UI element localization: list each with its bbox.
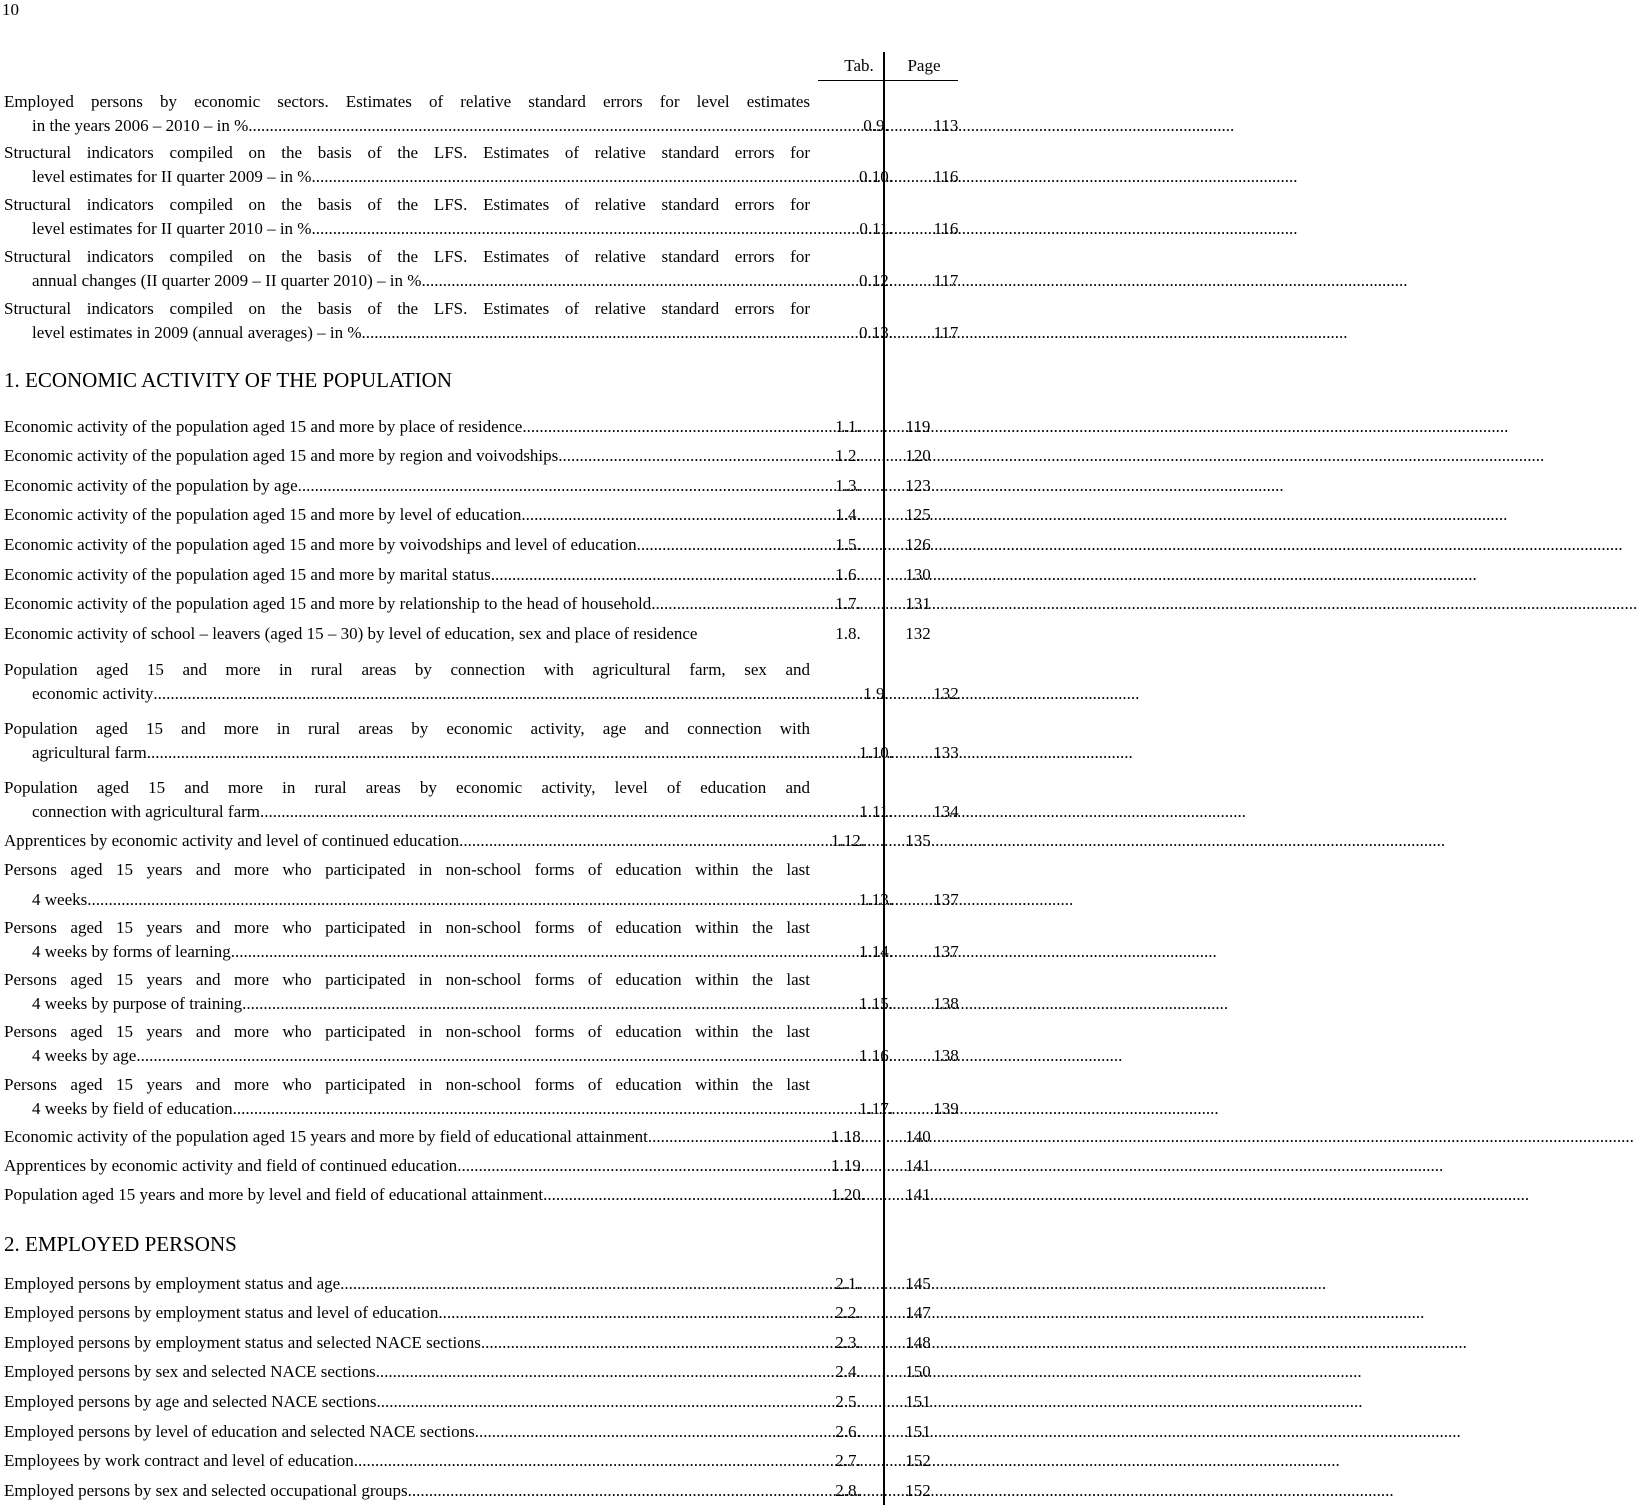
- toc-entry[interactable]: [4, 141, 959, 188]
- entry-title-line: Employed persons by economic sectors. Estimates of relative standard errors for level estimates: [4, 92, 810, 111]
- entry-title-text: 4 weeks by forms of learning: [32, 941, 231, 961]
- entry-title-text: Apprentices by economic activity and level of continued education: [4, 831, 460, 850]
- dot-leader: [147, 741, 1133, 765]
- table-number: 2.1.: [835, 1274, 861, 1293]
- entry-title-text: Employees by work contract and level of education: [4, 1451, 354, 1470]
- entry-title-text: Population aged 15 years and more by level and field of educational attainment: [4, 1185, 544, 1204]
- entry-label: [4, 217, 838, 241]
- entry-title-text: Economic activity of the population aged 15 and more by marital status: [4, 565, 491, 584]
- toc-entry[interactable]: [4, 1360, 954, 1384]
- entry-title-text: level estimates for II quarter 2010 – in %: [32, 218, 312, 238]
- dot-leader: [521, 503, 1507, 527]
- page-ref: 138: [933, 1045, 959, 1065]
- page-ref: 141: [905, 1185, 931, 1204]
- entry-row: [4, 533, 954, 557]
- entry-label: [4, 1390, 810, 1414]
- entry-title-text: level estimates for II quarter 2009 – in %: [32, 166, 312, 186]
- entry-row: [4, 1390, 954, 1414]
- dot-leader: [231, 940, 1217, 964]
- dot-leader: [311, 217, 1297, 241]
- entry-title-text: Employed persons by level of education and selected NACE sections: [4, 1422, 475, 1441]
- header-tab-label: Tab.: [844, 56, 874, 75]
- toc-entry[interactable]: [4, 622, 954, 646]
- entry-row: [4, 682, 959, 706]
- table-number: 2.3.: [835, 1333, 861, 1352]
- entry-row: [4, 992, 959, 1016]
- table-number: 1.7.: [835, 594, 861, 613]
- entry-title-text: Economic activity of school – leavers (aged 15 – 30) by level of education, sex and place of residence: [4, 624, 698, 643]
- entry-label: [4, 503, 810, 527]
- entry-title-line: Persons aged 15 years and more who participated in non-school forms of education within the last: [4, 860, 810, 879]
- entry-row: [4, 1479, 954, 1503]
- toc-entry[interactable]: [4, 474, 954, 498]
- page-ref: 152: [905, 1481, 931, 1500]
- entry-title-text: Apprentices by economic activity and field of continued education: [4, 1156, 458, 1175]
- section-heading: 1. ECONOMIC ACTIVITY OF THE POPULATION: [4, 368, 453, 392]
- entry-title-text: Economic activity of the population aged 15 and more by level of education: [4, 505, 522, 524]
- toc-entry[interactable]: [4, 1331, 954, 1355]
- toc-entry[interactable]: [4, 717, 959, 764]
- entry-title-text: economic activity: [32, 683, 154, 703]
- dot-leader: [558, 444, 1544, 468]
- entry-title-text: connection with agricultural farm: [32, 801, 260, 821]
- entry-label: [4, 474, 810, 498]
- entry-label: [4, 1097, 838, 1121]
- entry-row: [4, 503, 954, 527]
- dot-leader: [242, 992, 1228, 1016]
- toc-entry[interactable]: [4, 193, 959, 240]
- page-ref: 126: [905, 535, 931, 554]
- entry-label: [4, 1154, 810, 1178]
- entry-label: [4, 622, 810, 646]
- toc-entry[interactable]: [4, 444, 954, 468]
- entry-title-text: Economic activity of the population by age: [4, 476, 298, 495]
- toc-entry[interactable]: [4, 1272, 954, 1296]
- entry-row: [4, 1331, 954, 1355]
- entry-title-text: Employed persons by sex and selected occupational groups: [4, 1481, 408, 1500]
- entry-row: [4, 592, 954, 616]
- table-number: 0.11.: [859, 218, 893, 238]
- page-ref: 116: [933, 166, 959, 186]
- entry-title-line: Persons aged 15 years and more who participated in non-school forms of education within the last: [4, 918, 810, 937]
- entry-row: [4, 474, 954, 498]
- dot-leader: [522, 415, 1508, 439]
- entry-row: [4, 940, 959, 964]
- table-number: 1.10.: [859, 742, 893, 762]
- entry-row: [4, 1449, 954, 1473]
- entry-row: [4, 829, 954, 853]
- table-number: 1.8.: [835, 624, 861, 643]
- table-number: 1.13.: [859, 889, 893, 909]
- entry-label: [4, 1449, 810, 1473]
- toc-entry[interactable]: [4, 1073, 959, 1120]
- dot-leader: [637, 533, 1623, 557]
- entry-row: [4, 217, 959, 241]
- table-number: 1.6.: [835, 565, 861, 584]
- toc-entry[interactable]: [4, 90, 959, 137]
- dot-leader: [481, 1331, 1467, 1355]
- toc-entry[interactable]: [4, 916, 959, 963]
- toc-entry[interactable]: [4, 776, 959, 823]
- table-number: 1.4.: [835, 505, 861, 524]
- dot-leader: [311, 165, 1297, 189]
- dot-leader: [233, 1097, 1219, 1121]
- table-number: 1.14.: [859, 941, 893, 961]
- entry-row: [4, 1125, 954, 1149]
- toc-entry[interactable]: [4, 563, 954, 587]
- entry-title-text: 4 weeks by age: [32, 1045, 137, 1065]
- entry-title-line: Structural indicators compiled on the basis of the LFS. Estimates of relative standard errors for: [4, 143, 810, 162]
- entry-label: [4, 800, 838, 824]
- entry-row: [4, 444, 954, 468]
- table-number: 1.9.: [863, 683, 889, 703]
- table-number: 1.20.: [831, 1185, 865, 1204]
- page-ref: 137: [933, 941, 959, 961]
- page-ref: 117: [933, 322, 959, 342]
- dot-leader: [648, 1125, 1634, 1149]
- toc-entry[interactable]: [4, 858, 959, 911]
- entry-title-text: 4 weeks: [32, 889, 88, 909]
- header-underline: [818, 80, 958, 81]
- entry-label: [4, 1183, 810, 1207]
- page-ref: 131: [905, 594, 931, 613]
- entry-row: [4, 1097, 959, 1121]
- entry-row: [4, 741, 959, 765]
- toc-entry[interactable]: [4, 503, 954, 527]
- toc-entry[interactable]: [4, 592, 954, 616]
- table-number: 1.3.: [835, 476, 861, 495]
- entry-label: [4, 114, 838, 138]
- table-number: 2.6.: [835, 1422, 861, 1441]
- page-ref: 125: [905, 505, 931, 524]
- page-number: 10: [2, 0, 19, 19]
- toc-entry[interactable]: [4, 1479, 954, 1503]
- table-number: 1.19.: [831, 1156, 865, 1175]
- entry-label: [4, 415, 810, 439]
- entry-title-text: Economic activity of the population aged 15 and more by place of residence: [4, 417, 523, 436]
- page-ref: 132: [905, 624, 931, 643]
- entry-label: [4, 444, 810, 468]
- toc-entry[interactable]: [4, 1449, 954, 1473]
- entry-row: [4, 165, 959, 189]
- dot-leader: [475, 1420, 1461, 1444]
- entry-title-line: Persons aged 15 years and more who participated in non-school forms of education within the last: [4, 1022, 810, 1041]
- dot-leader: [491, 563, 1477, 587]
- entry-row: [4, 1044, 959, 1068]
- section-heading: 2. EMPLOYED PERSONS: [4, 1232, 237, 1256]
- dot-leader: [153, 682, 1139, 706]
- page-ref: 120: [905, 446, 931, 465]
- entry-title-text: Employed persons by sex and selected NACE sections: [4, 1362, 376, 1381]
- table-number: 0.10.: [859, 166, 893, 186]
- toc-entry[interactable]: [4, 968, 959, 1015]
- entry-label: [4, 1044, 838, 1068]
- entry-label: [4, 1479, 810, 1503]
- table-number: 2.7.: [835, 1451, 861, 1470]
- entry-row: [4, 1272, 954, 1296]
- entry-label: [4, 592, 810, 616]
- entry-title-text: Economic activity of the population aged 15 and more by relationship to the head of household: [4, 594, 652, 613]
- page-ref: 145: [905, 1274, 931, 1293]
- toc-entry[interactable]: [4, 415, 954, 439]
- entry-title-line: Structural indicators compiled on the basis of the LFS. Estimates of relative standard errors for: [4, 195, 810, 214]
- toc-entry[interactable]: [4, 1390, 954, 1414]
- entry-label: [4, 533, 810, 557]
- entry-label: [4, 829, 810, 853]
- page-ref: 117: [933, 270, 959, 290]
- dot-leader: [459, 829, 1445, 853]
- page-ref: 141: [905, 1156, 931, 1175]
- entry-row: [4, 800, 959, 824]
- page-ref: 113: [933, 115, 959, 135]
- page-ref: 151: [905, 1422, 931, 1441]
- entry-title-text: 4 weeks by field of education: [32, 1098, 233, 1118]
- toc-entry[interactable]: [4, 1125, 954, 1149]
- page-ref: 139: [933, 1098, 959, 1118]
- table-number: 0.9.: [863, 115, 889, 135]
- toc-entry[interactable]: [4, 829, 954, 853]
- table-number: 2.4.: [835, 1362, 861, 1381]
- page-ref: 116: [933, 218, 959, 238]
- entry-row: [4, 1154, 954, 1178]
- entry-title-text: Employed persons by employment status and selected NACE sections: [4, 1333, 481, 1352]
- table-number: 1.17.: [859, 1098, 893, 1118]
- page-ref: 140: [905, 1127, 931, 1146]
- entry-row: [4, 1301, 954, 1325]
- toc-entry[interactable]: [4, 1183, 954, 1207]
- entry-title-text: Economic activity of the population aged 15 years and more by field of educational attainment: [4, 1127, 648, 1146]
- page-ref: 133: [933, 742, 959, 762]
- entry-title-line: Persons aged 15 years and more who participated in non-school forms of education within the last: [4, 970, 810, 989]
- toc-entry[interactable]: [4, 658, 959, 705]
- table-number: 1.18.: [831, 1127, 865, 1146]
- entry-label: [4, 269, 838, 293]
- entry-label: [4, 1125, 810, 1149]
- entry-label: [4, 1301, 810, 1325]
- entry-row: [4, 269, 959, 293]
- toc-entry[interactable]: [4, 1154, 954, 1178]
- entry-title-text: Economic activity of the population aged 15 and more by voivodships and level of education: [4, 535, 637, 554]
- entry-label: [4, 1360, 810, 1384]
- dot-leader: [298, 474, 1284, 498]
- entry-row: [4, 622, 954, 646]
- entry-label: [4, 888, 838, 912]
- entry-label: [4, 992, 838, 1016]
- entry-title-text: 4 weeks by purpose of training: [32, 993, 243, 1013]
- entry-title-text: Employed persons by age and selected NACE sections: [4, 1392, 377, 1411]
- dot-leader: [543, 1183, 1529, 1207]
- table-number: 2.2.: [835, 1303, 861, 1322]
- entry-row: [4, 321, 959, 345]
- page-ref: 123: [905, 476, 931, 495]
- page-ref: 119: [905, 417, 931, 436]
- page-ref: 134: [933, 801, 959, 821]
- page-ref: 151: [905, 1392, 931, 1411]
- table-number: 2.5.: [835, 1392, 861, 1411]
- page-ref: 138: [933, 993, 959, 1013]
- entry-title-text: Economic activity of the population aged 15 and more by region and voivodships: [4, 446, 559, 465]
- table-number: 2.8.: [835, 1481, 861, 1500]
- entry-label: [4, 165, 838, 189]
- page-ref: 130: [905, 565, 931, 584]
- toc-entry[interactable]: [4, 1301, 954, 1325]
- page-ref: 152: [905, 1451, 931, 1470]
- header-page-label: Page: [907, 56, 941, 75]
- entry-label: [4, 940, 838, 964]
- toc-entry[interactable]: [4, 533, 954, 557]
- page-ref: 148: [905, 1333, 931, 1352]
- page-ref: 135: [905, 831, 931, 850]
- entry-row: [4, 114, 959, 138]
- toc-entry[interactable]: [4, 1020, 959, 1067]
- toc-entry[interactable]: [4, 1420, 954, 1444]
- entry-row: [4, 563, 954, 587]
- entry-title-line: Population aged 15 and more in rural areas by connection with agricultural farm, sex and: [4, 660, 810, 679]
- page-ref: 147: [905, 1303, 931, 1322]
- entry-label: [4, 1272, 810, 1296]
- entry-label: [4, 1331, 810, 1355]
- entry-title-text: annual changes (II quarter 2009 – II quarter 2010) – in %: [32, 270, 422, 290]
- entry-row: [4, 415, 954, 439]
- entry-row: [4, 888, 959, 912]
- entry-row: [4, 1183, 954, 1207]
- entry-title-line: Structural indicators compiled on the basis of the LFS. Estimates of relative standard errors for: [4, 247, 810, 266]
- table-number: 1.15.: [859, 993, 893, 1013]
- entry-title-text: agricultural farm: [32, 742, 147, 762]
- toc-entry[interactable]: [4, 297, 959, 344]
- page-ref: 137: [933, 889, 959, 909]
- entry-label: [4, 563, 810, 587]
- entry-title-text: level estimates in 2009 (annual averages) – in %: [32, 322, 362, 342]
- dot-leader: [457, 1154, 1443, 1178]
- entry-row: [4, 1360, 954, 1384]
- dot-leader: [651, 592, 1637, 616]
- entry-title-line: Persons aged 15 years and more who participated in non-school forms of education within the last: [4, 1075, 810, 1094]
- dot-leader: [260, 800, 1246, 824]
- table-number: 1.2.: [835, 446, 861, 465]
- entry-title-text: Employed persons by employment status and age: [4, 1274, 341, 1293]
- table-number: 1.12.: [831, 831, 865, 850]
- table-number: 1.11.: [859, 801, 893, 821]
- dot-leader: [248, 114, 1234, 138]
- entry-row: [4, 1420, 954, 1444]
- entry-title-line: Population aged 15 and more in rural areas by economic activity, age and connection with: [4, 719, 810, 738]
- table-number: 1.16.: [859, 1045, 893, 1065]
- table-number: 1.5.: [835, 535, 861, 554]
- entry-label: [4, 321, 838, 345]
- entry-title-line: Structural indicators compiled on the basis of the LFS. Estimates of relative standard errors for: [4, 299, 810, 318]
- entry-title-text: Employed persons by employment status and level of education: [4, 1303, 439, 1322]
- page-ref: 132: [933, 683, 959, 703]
- entry-title-text: in the years 2006 – 2010 – in %: [32, 115, 249, 135]
- page-ref: 150: [905, 1362, 931, 1381]
- entry-label: [4, 741, 838, 765]
- toc-entry[interactable]: [4, 245, 959, 292]
- entry-label: [4, 1420, 810, 1444]
- entry-title-line: Population aged 15 and more in rural areas by economic activity, level of education and: [4, 778, 810, 797]
- table-number: 0.12.: [859, 270, 893, 290]
- table-number: 1.1.: [835, 417, 861, 436]
- table-number: 0.13.: [859, 322, 893, 342]
- entry-label: [4, 682, 838, 706]
